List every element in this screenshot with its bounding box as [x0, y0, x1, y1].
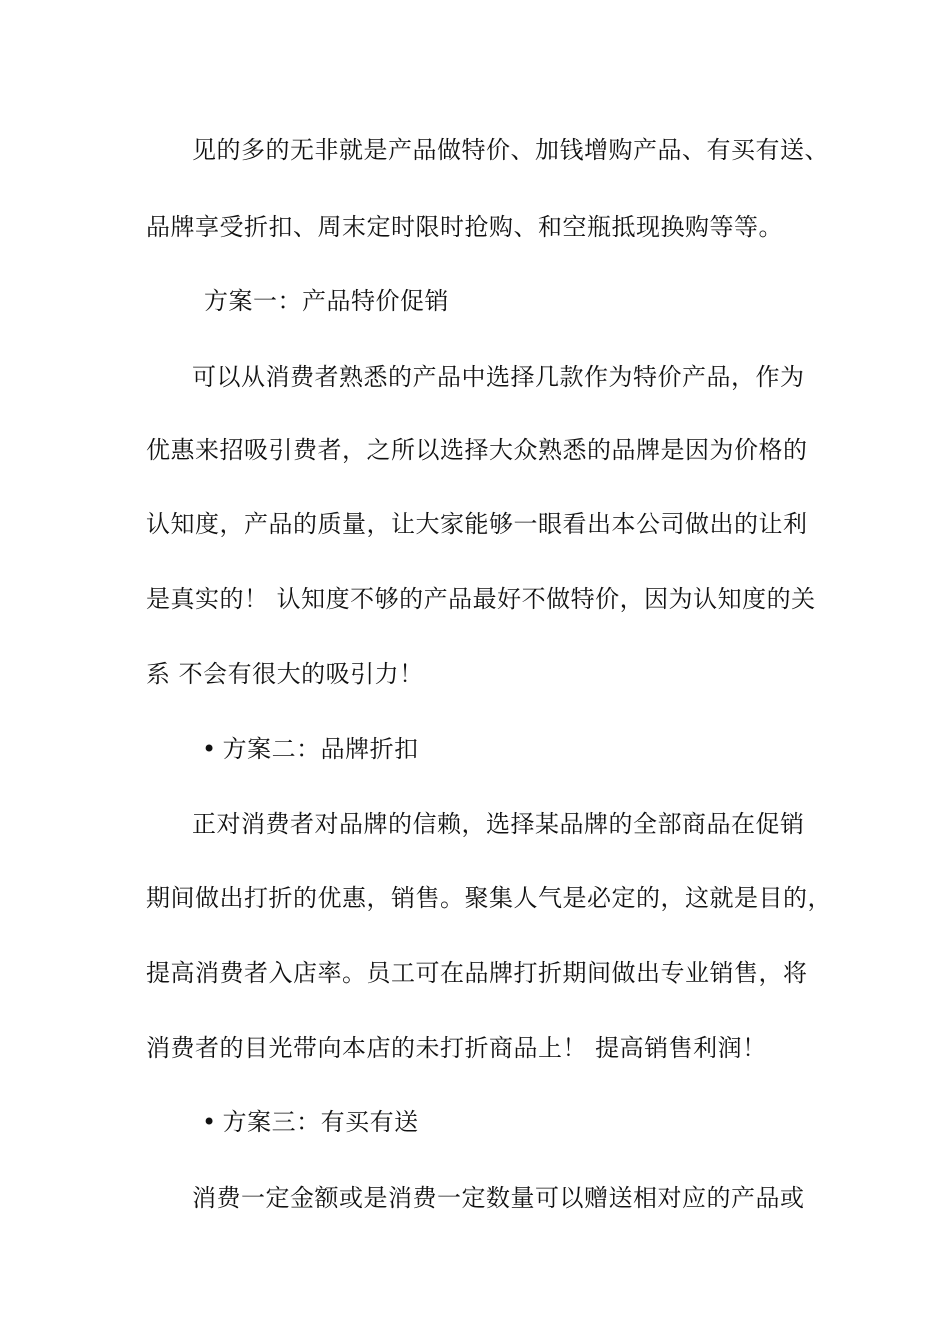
paragraph-line: 认知度，产品的质量，让大家能够一眼看出本公司做出的让利 — [146, 510, 808, 538]
paragraph-line: 正对消费者对品牌的信赖，选择某品牌的全部商品在促销 — [192, 810, 805, 838]
bullet-icon: • — [202, 735, 217, 763]
paragraph-line: 优惠来招吸引费者，之所以选择大众熟悉的品牌是因为价格的 — [146, 436, 808, 464]
section-heading-2-text: 方案二：品牌折扣 — [222, 735, 419, 763]
section-heading-3 — [202, 1107, 419, 1137]
section-heading-3-text: 方案三：有买有送 — [222, 1108, 419, 1136]
section-heading-2 — [202, 734, 419, 764]
paragraph-line: 可以从消费者熟悉的产品中选择几款作为特价产品，作为 — [192, 363, 805, 391]
paragraph-line: 品牌享受折扣、周末定时限时抢购、和空瓶抵现换购等等。 — [146, 213, 783, 241]
paragraph-line: 消费者的目光带向本店的未打折商品上！ 提高销售利润！ — [146, 1034, 767, 1062]
bullet-icon: • — [202, 1108, 217, 1136]
paragraph-line: 提高消费者入店率。员工可在品牌打折期间做出专业销售，将 — [146, 959, 808, 987]
paragraph-line: 期间做出打折的优惠，销售。聚集人气是必定的，这就是目的， — [146, 884, 832, 912]
section-heading-1: 方案一：产品特价促销 — [204, 287, 449, 315]
paragraph-line: 是真实的！ 认知度不够的产品最好不做特价，因为认知度的关 — [146, 585, 816, 613]
paragraph-line: 系 不会有很大的吸引力！ — [146, 660, 424, 688]
paragraph-line: 消费一定金额或是消费一定数量可以赠送相对应的产品或 — [192, 1184, 805, 1212]
paragraph-line: 见的多的无非就是产品做特价、加钱增购产品、有买有送、 — [192, 136, 829, 164]
